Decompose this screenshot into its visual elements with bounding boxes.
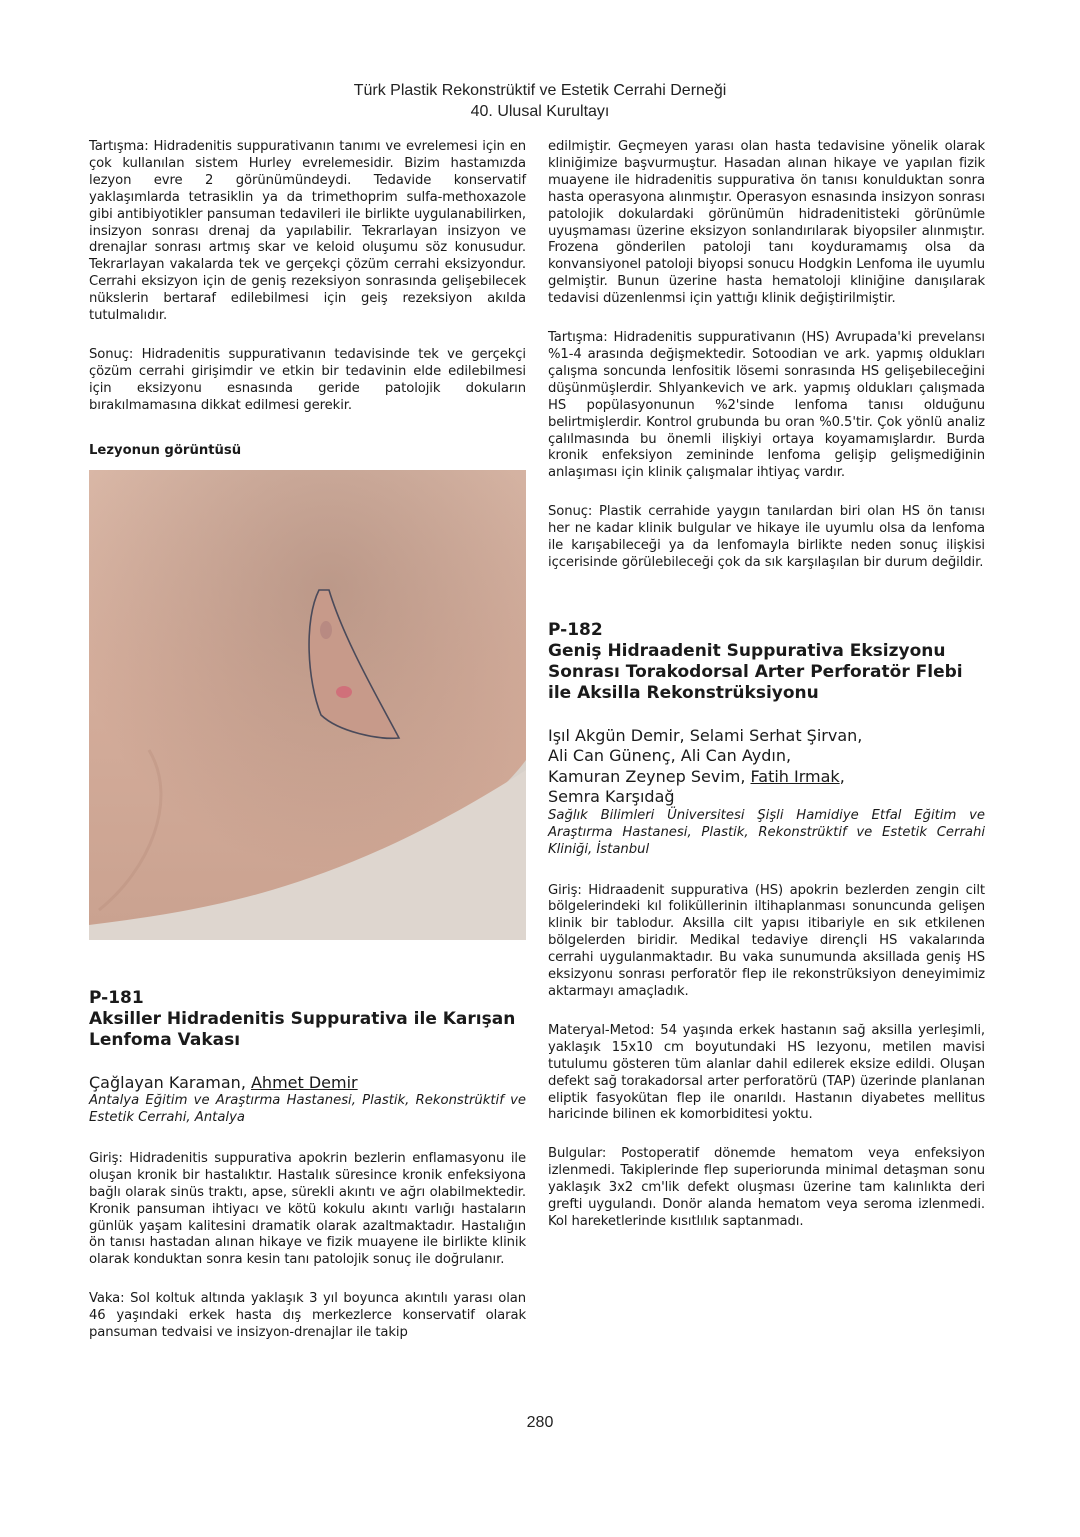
abstract-title-p182: Geniş Hidraadenit Suppurativa Eksizyonu Sonrası Torakodorsal Arter Perforatör Flebi ile Aksilla Rekonstrüksiyonu [548, 640, 963, 703]
author-line: Işıl Akgün Demir, Selami Serhat Şirvan, [548, 725, 863, 745]
author-line: Ali Can Günenç, Ali Can Aydın, [548, 746, 792, 766]
discussion-paragraph-p181: Tartışma: Hidradenitis suppurativanın (HS) Avrupada'ki prevelansı %1-4 arasında değişmektedir. Sotoodian ve ark. yapmış oldukları çalışma soncunda lenfositik lösemi sonrasında HS gelişebileceğini düşünmüşlerdir. Shlyankevich ve ark. yapmış oldukları çalışmada HS popülasyonunun %2'sinde lenfoma tanısı olduğunu belirtmişlerdir. Kontrol grubunda bu oran %0.5'tir. Çok yönlü analiz çalılmasında bu önemli ilişkiyi ortaya koyamamışlardır. Burda kronik enfeksiyon zemininde lenfoma gelişip gelişmediğinin anlaşıması için klinik çalışmalar ihtiyaç vardır. [548, 330, 985, 481]
authors-p182 [548, 726, 985, 808]
case-paragraph: Vaka: Sol koltuk altında yaklaşık 3 yıl boyunca akıntılı yarası olan 46 yaşındaki erkek hasta dış merkezlerce konservatif olarak pansuman tedvaisi ve insizyon-drenajlar ile takip [89, 1291, 526, 1341]
header-congress: 40. Ulusal Kurultayı [470, 103, 610, 120]
lesion-photo [89, 470, 526, 940]
abstract-title-p181: Aksiller Hidradenitis Suppurativa ile Karışan Lenfoma Vakası [89, 1008, 516, 1050]
lesion-photo-image [89, 470, 526, 940]
methods-paragraph-p182: Materyal-Metod: 54 yaşında erkek hastanın sağ aksilla yerleşimli, yaklaşık 15x10 cm boyutundaki HS lezyonu, metilen mavisi tutulumu gösteren tüm alanlar dahil edilerek eksize edildi. Oluşan defekt sağ torakadorsal arter perforatörü (TAP) üzerinde planlanan eliptik fasyokütan flep ile onarıldı. Hastanın diyabetes mellitus haricinde bilinen ek komorbiditesi yoktu. [548, 1022, 985, 1123]
author-line: Semra Karşıdağ [548, 787, 675, 807]
abstract-id-p181: P-181 [89, 987, 144, 1008]
discussion-paragraph: Tartışma: Hidradenitis suppurativanın tanımı ve evrelemesi için en çok kullanılan sistem Hurley evrelemesidir. Bizim hastamızda lezyon evre 2 görünümündeydi. Tedavide konservatif yaklaşımlarda tetrasiklin ya da trimethoprim sulfa-methoxazole gibi antibiyotikler pansuman tedavileri ile birlikte uygulanabilirken, insizyon sonrası drenaj da yapılabilir. Tekrarlayan insizyon ve drenajlar sonrası artmış skar ve keloid oluşumu söz konusudur. Tekrarlayan vakalarda tek ve gerçekçi çözüm cerrahi eksizyondur. Cerrahi eksizyon için de geniş rezeksiyon sonrasında gelişebilecek nükslerin bertaraf edilebilmesi için geiş rezeksiyon akılda tutulmalıdır. [89, 139, 526, 324]
introduction-paragraph: Giriş: Hidradenitis suppurativa apokrin bezlerin enflamasyonu ile oluşan kronik bir hastalıktır. Hastalık süresince kronik enfeksiyona bağlı olarak sinüs traktı, apse, sürekli akıntı ve ağrı olabilmektedir. Kronik pansuman ihtiyacı ve kötü kokulu akıntı varlığı hastaların günlük yaşam kalitesini dramatik olarak azaltmaktadır. Hastalığın ön tanısı hastadan alınan hikaye ve fizik muayene ile birlikte klinik olarak konduktan sonra kesin tanı patolojik sonuç ile doğrulanır. [89, 1150, 526, 1268]
header-society: Türk Plastik Rekonstrüktif ve Estetik Cerrahi Derneği [353, 82, 727, 99]
abstract-id-p182: P-182 [548, 619, 603, 640]
introduction-paragraph-p182: Giriş: Hidraadenit suppurativa (HS) apokrin bezlerden zengin cilt bölgelerindeki kıl foliküllerinin iltihaplanması sonuncunda gelişen klinik bir tablodur. Aksilla cilt yapısı itibariyle en sık etkilenen bölgelerden biridir. Medikal tedaviye dirençli HS vakalarında cerrahi uygulanmaktadır. Bu vaka sunumunda aksillada geniş HS eksizyonu sonrası perforatör flep ile rekonstrüksiyon deneyimimiz aktarmayı amaçladık. [548, 882, 985, 999]
affiliation-p182: Sağlık Bilimleri Üniversitesi Şişli Hamidiye Etfal Eğitim ve Araştırma Hastanesi, Plastik, Rekonstrüktif ve Estetik Cerrahi Kliniği, İstanbul [548, 807, 985, 857]
authors-p181 [89, 1073, 526, 1094]
case-continuation-paragraph: edilmiştir. Geçmeyen yarası olan hasta tedavisine yönelik olarak kliniğimize başvurmuştur. Hasadan alınan hikaye ve yapılan fizik muayene ile hidradenitis suppurativa ön tanısı konulduktan sonra hasta operasyona alınmıştır. Operasyon esnasında insizyon sonrası patolojik dokulardaki görünümün hidradenitisteki görünümle uyuşmaması üzerine eksizyon sonlandırılarak biyopsiler alınmıştır. Frozena gönderilen patoloji tanı koyduramamış olsa da konvansiyonel patoloji biyopsi sonucu Hodgkin Lenfoma ile uyumlu gelmiştir. Bunun üzerine hasta hematoloji kliniğine danışılarak tedavisi düzenlenmsi için yattığı klinik değiştirilmiştir. [548, 139, 985, 307]
left-column [89, 139, 526, 1342]
conclusion-paragraph-p181: Sonuç: Plastik cerrahide yaygın tanılardan biri olan HS ön tanısı her ne kadar klinik bulgular ve hikaye ile uyumlu olsa da lenfoma ile karışabileceği ya da lenfomayla birlikte neden sonuç ilişkisi içcerisinde görülebileceği çok da sık karşılaşılan bir durum değildir. [548, 504, 985, 570]
author-name: Çağlayan Karaman, [89, 1072, 251, 1092]
page-number: 280 [526, 1414, 554, 1431]
right-column [548, 139, 985, 1231]
results-paragraph-p182: Bulgular: Postoperatif dönemde hematom veya enfeksiyon izlenmedi. Takiplerinde flep superiorunda minimal detaşman sonu yaklaşık 3x2 cm'lik defekt oluşması üzerine tam kalınlıkta deri grefti uygulandı. Donör alanda hematom veya seroma izlenmedi. Kol hareketlerinde kısıtlılık saptanmadı. [548, 1146, 985, 1229]
presenting-author: Fatih Irmak [750, 766, 840, 786]
figure-caption: Lezyonun görüntüsü [89, 442, 242, 458]
conclusion-paragraph: Sonuç: Hidradenitis suppurativanın tedavisinde tek ve gerçekçi çözüm cerrahi girişimdir ve etkin bir tedavinin elde edilebilmesi için eksizyonu esnasında geride patolojik dokuların bırakılmamasına dikkat edilmesi gerekir. [89, 346, 526, 413]
running-header [0, 80, 1080, 122]
author-separator: , [839, 766, 845, 786]
affiliation-p181: Antalya Eğitim ve Araştırma Hastanesi, Plastik, Rekonstrüktif ve Estetik Cerrahi, Antalya [89, 1093, 526, 1125]
presenting-author: Ahmet Demir [250, 1072, 358, 1092]
author-line: Kamuran Zeynep Sevim, [548, 766, 751, 786]
